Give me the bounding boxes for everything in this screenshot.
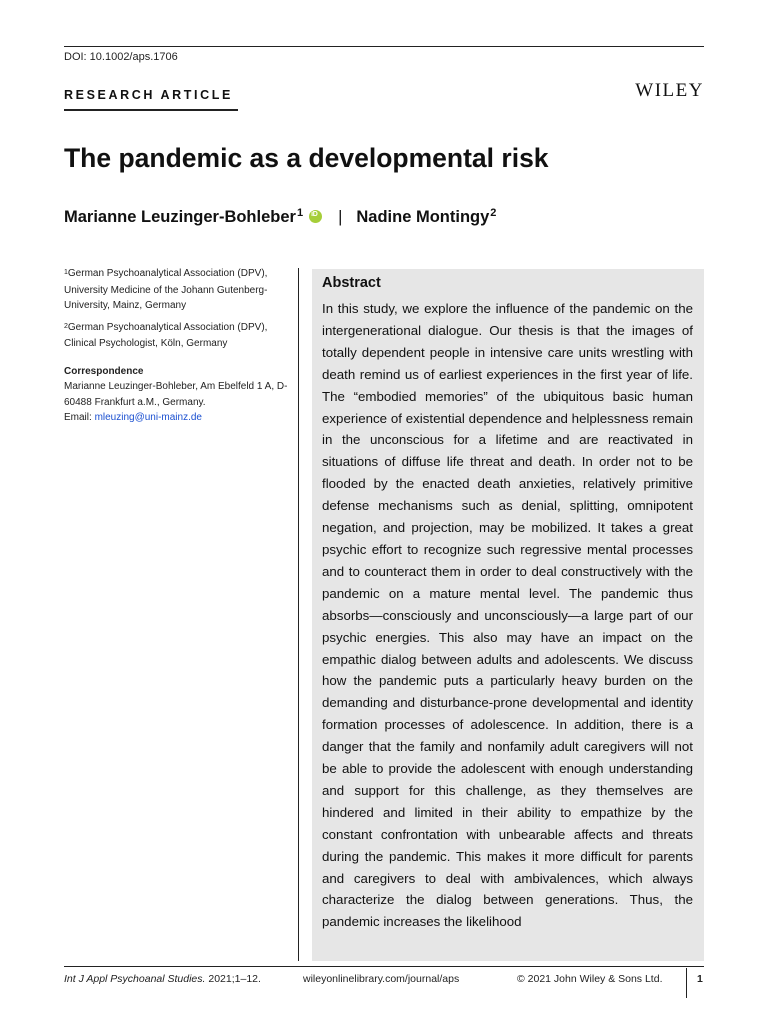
footer-copyright: © 2021 John Wiley & Sons Ltd. [517,973,663,985]
header-rule [64,46,704,47]
correspondence-heading: Correspondence [64,365,144,377]
abstract-text: In this study, we explore the influence of the pandemic on the intergenerational dialogue. Our thesis is that the images of totally dependent people in intensive care units wrestling with death remind us of earliest experiences in the first year of life. The “embodied memories” of the ubiquitous basic human experience of existential dependence and helplessness remain in the unconscious for a lifetime and are reactivated in situations of diffuse life threat and death. In order not to be flooded by the enacted death anxieties, relatively primitive defense mechanisms such as denial, splitting, omnipotent negation, and projection, may be mobilized. It takes a great psychic effort to recognize such regressive mental processes and to counteract them in order to deal constructively with the pandemic on a mature mental level. The pandemic thus absorbs—consciously and unconsciously—a large part of our psychic energies. This also may have an impact on the empathic dialog between adults and adolescents. We discuss how the pandemic puts a particularly heavy burden on the demanding and disturbance-prone developmental and identity formation processes of adolescence. In addition, there is a danger that the family and nonfamily adult caregivers will not be able to provide the adolescent with enough understanding and support for this challenge, as they themselves are hindered and limited in their ability to empathize by the constant confrontation with unbearable affects and threats during the pandemic. This makes it more difficult for parents and caregivers to deal with ambivalences, which always characterize the dialog between generations. Thus, the pandemic increases the likelihood [322,301,693,930]
doi[interactable]: DOI: 10.1002/aps.1706 [64,51,178,63]
footer-citation: Int J Appl Psychoanal Studies. 2021;1–12. [64,973,261,985]
email-link[interactable]: mleuzing@uni-mainz.de [94,412,202,423]
affiliation-ref: 1 [296,207,304,219]
author-separator: | [338,208,343,226]
article-type: RESEARCH ARTICLE [64,88,233,102]
column-divider [298,268,299,961]
abstract-heading: Abstract [322,275,381,291]
correspondence-email: Email: mleuzing@uni-mainz.de [64,412,202,423]
footer-page-divider [686,968,687,998]
author-name[interactable]: Nadine Montingy [356,208,490,226]
article-type-underline [64,109,238,111]
author-list [64,208,496,227]
affiliation-ref: 2 [490,207,497,219]
correspondence-address: Marianne Leuzinger-Bohleber, Am Ebelfeld 1 A, D-60488 Frankfurt a.M., Germany. [64,381,288,408]
orcid-icon[interactable] [309,210,322,223]
article-info-sidebar [64,266,290,426]
affiliation-1: $^1$German Psychoanalytical Association (DPV), University Medicine of the Johann Gutenberg-University, Mainz, Germany [64,268,268,311]
footer-rule [64,966,704,967]
affiliation-2: $^2$German Psychoanalytical Association (DPV), Clinical Psychologist, Köln, Germany [64,321,268,349]
page-number: 1 [697,973,703,985]
paper-title: The pandemic as a developmental risk [64,143,549,173]
abstract-box [312,269,704,961]
author-name[interactable]: Marianne Leuzinger-Bohleber [64,208,296,226]
publisher-logo: WILEY [635,80,704,101]
footer-journal-url[interactable]: wileyonlinelibrary.com/journal/aps [303,973,460,985]
